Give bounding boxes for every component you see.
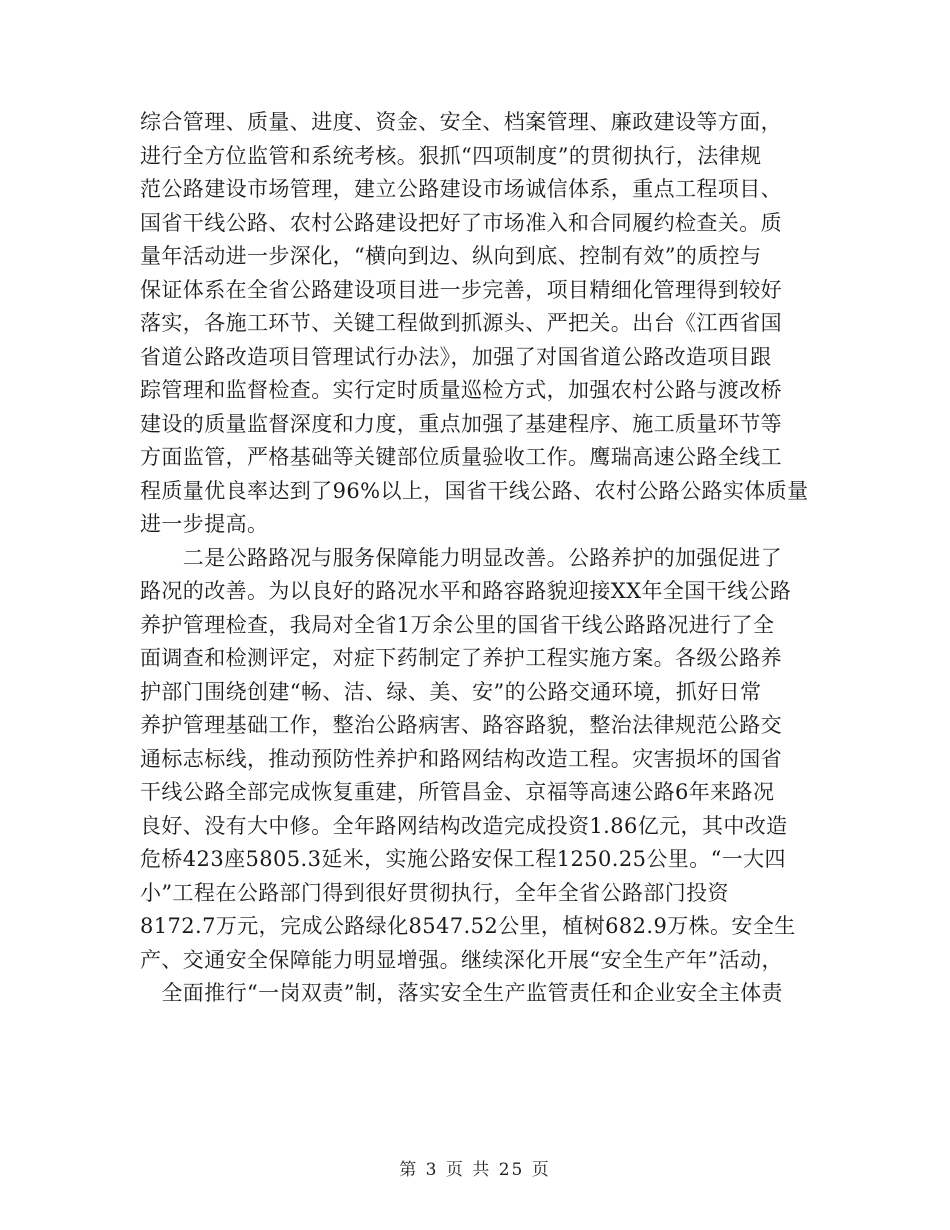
body-line: 综合管理、质量、进度、资金、安全、档案管理、廉政建设等方面， xyxy=(140,110,782,134)
body-line: 范公路建设市场管理，建立公路建设市场诚信体系，重点工程项目、 xyxy=(140,177,782,201)
body-line: 程质量优良率达到了96%以上，国省干线公路、农村公路公路实体质量 xyxy=(140,478,809,503)
body-line: 小”工程在公路部门得到很好贯彻执行，全年全省公路部门投资 xyxy=(140,880,729,905)
body-line: 国省干线公路、农村公路建设把好了市场准入和合同履约检查关。质 xyxy=(140,210,782,235)
paragraph-start-line: 二是公路路况与服务保障能力明显改善。公路养护的加强促进了 xyxy=(140,545,782,570)
body-line: 落实，各施工环节、关键工程做到抓源头、严把关。出台《江西省国 xyxy=(140,311,782,335)
body-line: 全面推行“一岗双责”制，落实安全生产监管责任和企业安全主体责 xyxy=(140,981,783,1005)
body-line: 保证体系在全省公路建设项目进一步完善，项目精细化管理得到较好 xyxy=(140,277,782,302)
body-line: 省道公路改造项目管理试行办法》，加强了对国省道公路改造项目跟 xyxy=(140,344,772,369)
body-line: 良好、没有大中修。全年路网结构改造完成投资1.86亿元，其中改造 xyxy=(140,813,788,838)
body-line: 危桥423座5805.3延米，实施公路安保工程1250.25公里。“一大四 xyxy=(140,847,786,871)
body-line: 养护管理基础工作，整治公路病害、路容路貌，整治法律规范公路交 xyxy=(140,713,782,737)
page-number-footer: 第 3 页 共 25 页 xyxy=(399,1160,551,1180)
body-line: 8172.7万元，完成公路绿化8547.52公里，植树682.9万株。安全生 xyxy=(140,914,796,938)
document-body xyxy=(140,106,820,1011)
body-line: 建设的质量监督深度和力度，重点加强了基建程序、施工质量环节等 xyxy=(140,411,782,436)
body-line: 干线公路全部完成恢复重建，所管昌金、京福等高速公路6年来路况 xyxy=(140,780,775,804)
body-line: 方面监管，严格基础等关键部位质量验收工作。鹰瑞高速公路全线工 xyxy=(140,445,782,469)
body-line: 路况的改善。为以良好的路况水平和路容路貌迎接XX年全国干线公路 xyxy=(140,579,792,603)
body-line: 面调查和检测评定，对症下药制定了养护工程实施方案。各级公路养 xyxy=(140,646,782,670)
body-line: 护部门围绕创建“畅、洁、绿、美、安”的公路交通环境，抓好日常 xyxy=(140,679,762,704)
body-line: 进一步提高。 xyxy=(140,512,269,536)
body-line: 踪管理和监督检查。实行定时质量巡检方式，加强农村公路与渡改桥 xyxy=(140,378,782,402)
body-line: 量年活动进一步深化，“横向到边、纵向到底、控制有效”的质控与 xyxy=(140,244,762,268)
body-line: 产、交通安全保障能力明显增强。继续深化开展“安全生产年”活动， xyxy=(140,947,783,972)
body-line: 养护管理检查，我局对全省1万余公里的国省干线公路路况进行了全 xyxy=(140,612,775,637)
body-line: 进行全方位监管和系统考核。狠抓“四项制度”的贯彻执行，法律规 xyxy=(140,143,762,168)
body-line: 通标志标线，推动预防性养护和路网结构改造工程。灾害损坏的国省 xyxy=(140,746,782,771)
